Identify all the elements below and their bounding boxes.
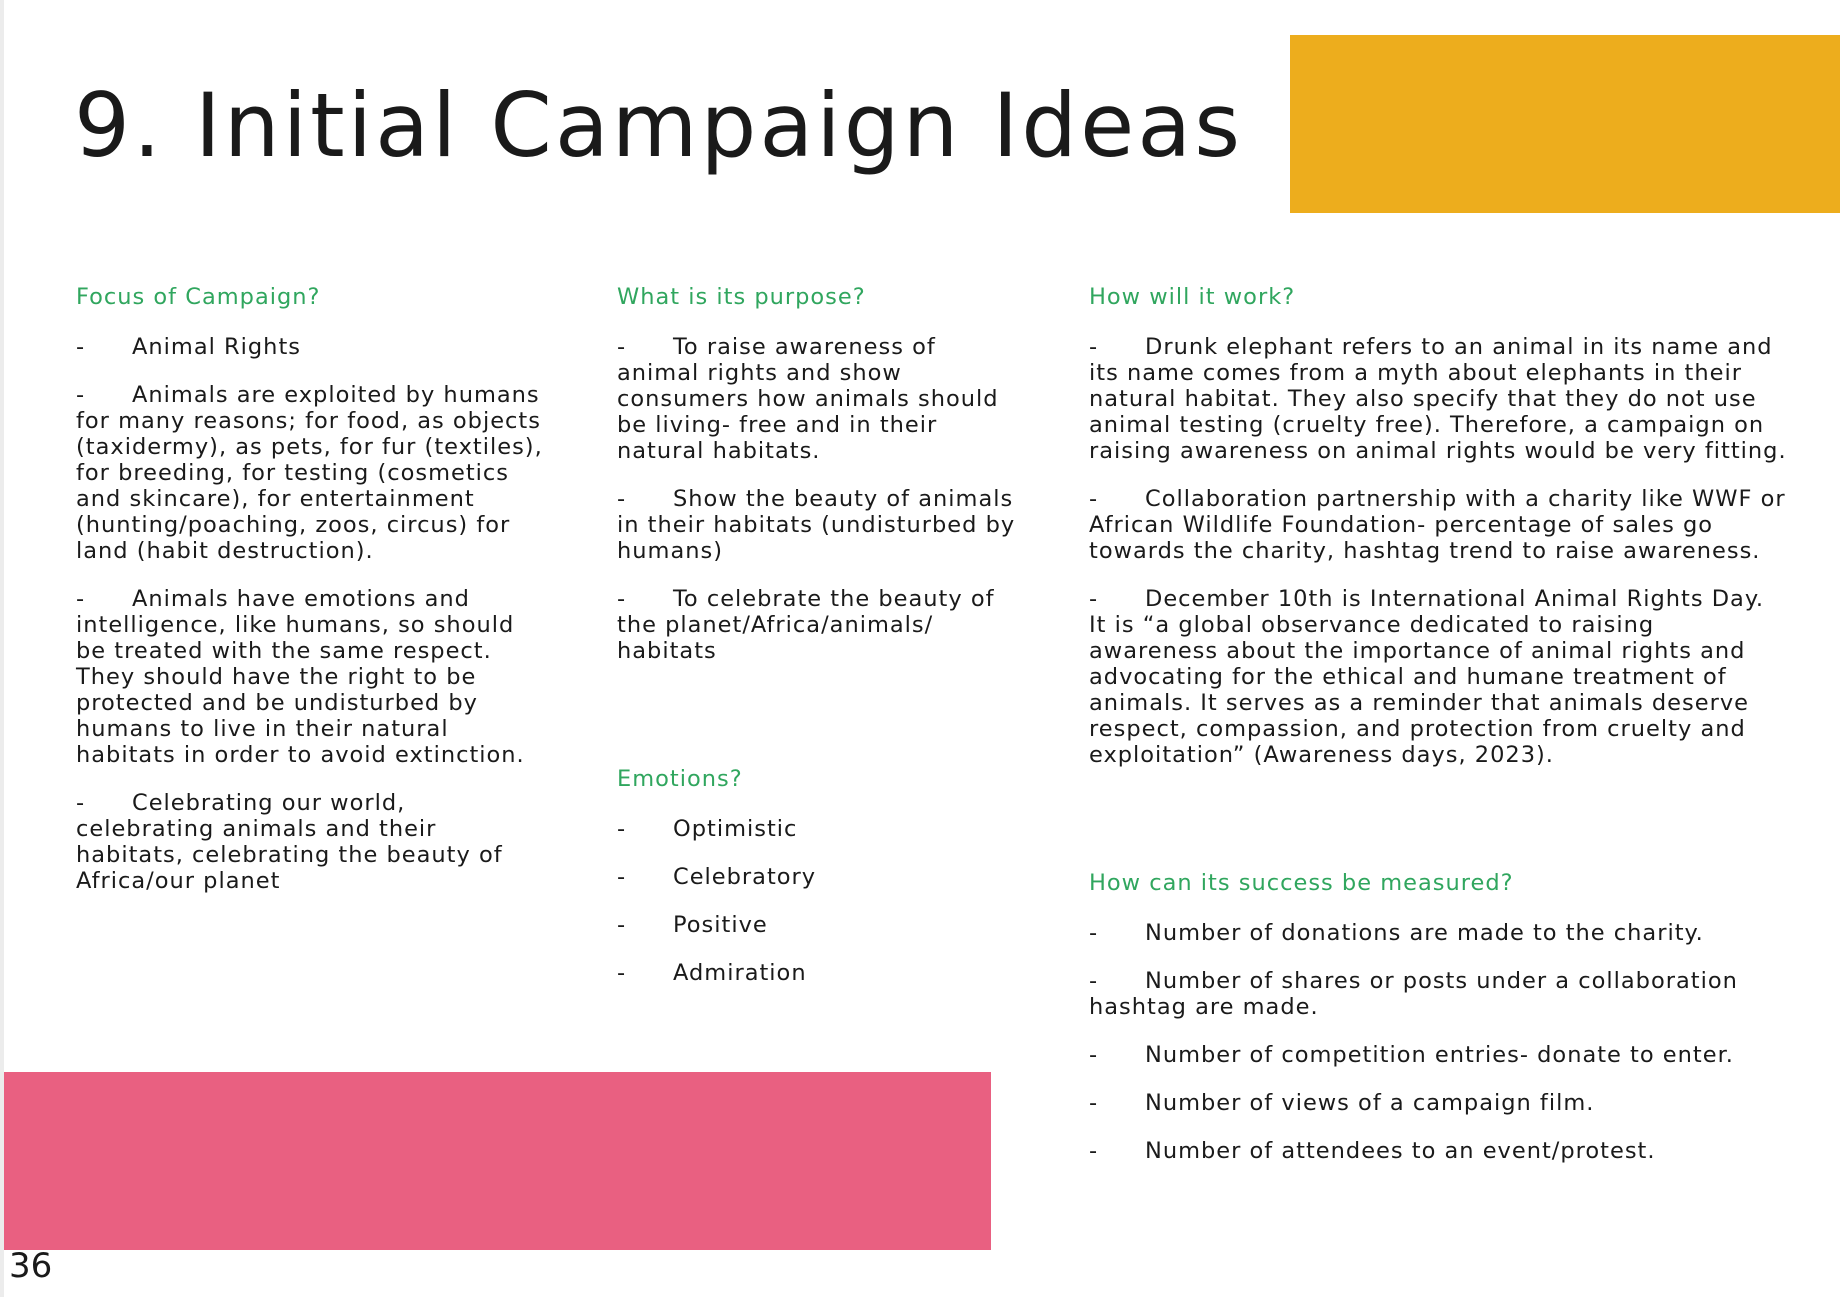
- list-item: [1089, 486, 1789, 564]
- emotions-heading: Emotions?: [617, 766, 743, 792]
- list-item: [617, 960, 1017, 986]
- bullet-dash: -: [617, 912, 627, 938]
- list-item-text: To raise awareness of animal rights and show consumers how animals should be living- free and in their natural habitats.: [617, 334, 999, 464]
- how-heading: How will it work?: [1089, 284, 1296, 310]
- bullet-dash: -: [1089, 920, 1099, 946]
- list-item: [1089, 1090, 1789, 1116]
- list-item-text: Drunk elephant refers to an animal in its name and its name comes from a myth about elephants in their natural habitat. They also specify that they do not use animal testing (cruelty free). Therefore, a campaign on raising awareness on animal rights would be very fitting.: [1089, 334, 1787, 464]
- list-item: [76, 382, 546, 564]
- bullet-dash: -: [1089, 334, 1099, 360]
- list-item-text: Celebrating our world, celebrating animals and their habitats, celebrating the beauty of Africa/our planet: [76, 790, 503, 894]
- list-item-text: Optimistic: [673, 816, 798, 842]
- purpose-list: [617, 334, 1017, 664]
- pink-decor-block: [4, 1072, 991, 1250]
- how-column: [1089, 282, 1789, 1164]
- list-item: [617, 586, 1017, 664]
- list-item: [617, 864, 1017, 890]
- list-item-text: Animal Rights: [132, 334, 301, 360]
- bullet-dash: -: [617, 334, 627, 360]
- focus-list: [76, 334, 546, 894]
- bullet-dash: -: [1089, 1042, 1099, 1068]
- focus-column: [76, 282, 546, 894]
- bullet-dash: -: [617, 816, 627, 842]
- list-item: [76, 790, 546, 894]
- bullet-dash: -: [76, 586, 86, 612]
- bullet-dash: -: [1089, 968, 1099, 994]
- list-item-text: Number of views of a campaign film.: [1145, 1090, 1595, 1116]
- bullet-dash: -: [617, 960, 627, 986]
- list-item-text: Animals have emotions and intelligence, like humans, so should be treated with the same respect. They should have the right to be protected and be undisturbed by humans to live in their natural habitats in order to avoid extinction.: [76, 586, 525, 768]
- list-item-text: December 10th is International Animal Rights Day. It is “a global observance dedicated to raising awareness about the importance of animal rights and advocating for the ethical and humane treatment of animals. It serves as a reminder that animals deserve respect, compassion, and protection from cruelty and exploitation” (Awareness days, 2023).: [1089, 586, 1765, 768]
- list-item: [1089, 1138, 1789, 1164]
- list-item: [617, 486, 1017, 564]
- bullet-dash: -: [76, 334, 86, 360]
- list-item: [617, 912, 1017, 938]
- bullet-dash: -: [1089, 486, 1099, 512]
- list-item: [1089, 334, 1789, 464]
- bullet-dash: -: [76, 790, 86, 816]
- bullet-dash: -: [1089, 586, 1099, 612]
- focus-heading: Focus of Campaign?: [76, 284, 321, 310]
- how-list: [1089, 334, 1789, 768]
- measure-heading: How can its success be measured?: [1089, 870, 1514, 896]
- purpose-column: [617, 282, 1017, 986]
- list-item-text: Number of competition entries- donate to enter.: [1145, 1042, 1734, 1068]
- bullet-dash: -: [617, 486, 627, 512]
- bullet-dash: -: [1089, 1138, 1099, 1164]
- yellow-decor-block: [1290, 35, 1840, 213]
- bullet-dash: -: [617, 586, 627, 612]
- measure-list: [1089, 920, 1789, 1164]
- list-item-text: Show the beauty of animals in their habitats (undisturbed by humans): [617, 486, 1016, 564]
- list-item: [617, 816, 1017, 842]
- list-item-text: Collaboration partnership with a charity like WWF or African Wildlife Foundation- percentage of sales go towards the charity, hashtag trend to raise awareness.: [1089, 486, 1786, 564]
- list-item-text: Number of attendees to an event/protest.: [1145, 1138, 1656, 1164]
- bullet-dash: -: [76, 382, 86, 408]
- bullet-dash: -: [1089, 1090, 1099, 1116]
- list-item: [1089, 586, 1789, 768]
- emotions-list: [617, 816, 1017, 986]
- list-item: [76, 334, 546, 360]
- list-item-text: Positive: [673, 912, 768, 938]
- bullet-dash: -: [617, 864, 627, 890]
- list-item: [617, 334, 1017, 464]
- page-number: 36: [9, 1246, 53, 1286]
- list-item: [1089, 968, 1789, 1020]
- list-item-text: To celebrate the beauty of the planet/Africa/animals/ habitats: [617, 586, 995, 664]
- list-item: [76, 586, 546, 768]
- list-item-text: Animals are exploited by humans for many reasons; for food, as objects (taxidermy), as pets, for fur (textiles), for breeding, for testing (cosmetics and skincare), for entertainment (hunting/poaching, zoos, circus) for land (habit destruction).: [76, 382, 543, 564]
- list-item-text: Admiration: [673, 960, 807, 986]
- list-item-text: Number of donations are made to the charity.: [1145, 920, 1704, 946]
- purpose-heading: What is its purpose?: [617, 284, 866, 310]
- list-item-text: Number of shares or posts under a collaboration hashtag are made.: [1089, 968, 1738, 1020]
- list-item: [1089, 920, 1789, 946]
- list-item: [1089, 1042, 1789, 1068]
- list-item-text: Celebratory: [673, 864, 817, 890]
- page-title: 9. Initial Campaign Ideas: [74, 74, 1244, 177]
